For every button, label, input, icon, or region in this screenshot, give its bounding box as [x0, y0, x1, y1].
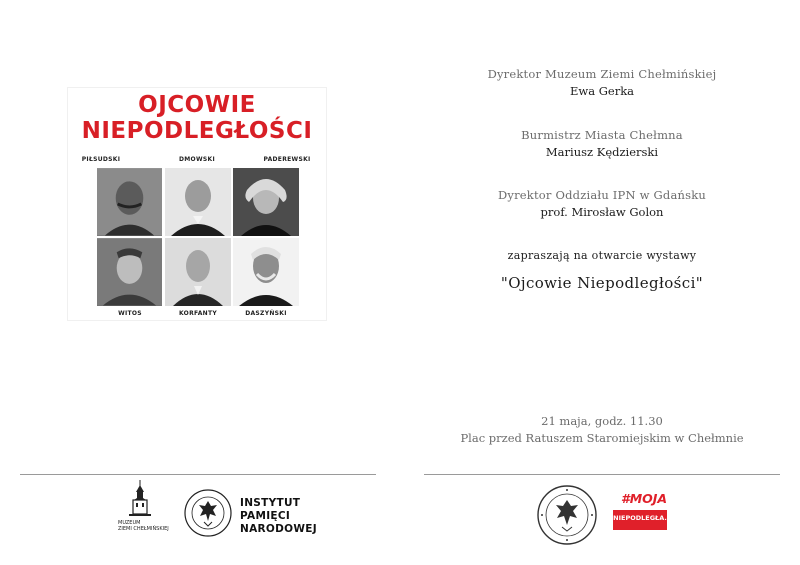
event-place: Plac przed Ratuszem Staromiejskim w Chełmnie: [460, 431, 744, 445]
organizer-name-3: prof. Mirosław Golon: [540, 205, 664, 219]
ipn-emblem: [183, 488, 233, 538]
poster-title-line2: NIEPODLEGŁOŚCI: [81, 118, 313, 144]
centenary-seal-icon: [536, 484, 598, 546]
organizer-role-1: Dyrektor Muzeum Ziemi Chełmińskiej: [487, 67, 717, 81]
ipn-name-line2: PAMIĘCI: [240, 510, 291, 523]
portrait-name: DASZYŃSKI: [245, 310, 287, 317]
portrait-photo: [97, 238, 162, 306]
museum-name-line2: ZIEMI CHEŁMIŃSKIEJ: [118, 526, 169, 532]
portrait-photo: [233, 168, 299, 236]
portrait-name: WITOS: [118, 310, 142, 317]
portrait-name: DMOWSKI: [179, 156, 215, 163]
organizer-role-3: Dyrektor Oddziału IPN w Gdańsku: [497, 188, 706, 202]
ipn-name: [240, 497, 360, 536]
organizer-role-2: Burmistrz Miasta Chełmna: [521, 128, 683, 142]
ipn-name-line1: INSTYTUT: [240, 497, 301, 509]
organizer-name-1: Ewa Gerka: [569, 84, 635, 98]
portrait-photo: [165, 238, 231, 306]
eagle-seal-icon: [183, 488, 233, 538]
exhibition-poster: [68, 88, 326, 320]
town-hall-icon: [128, 480, 152, 520]
divider-left: [20, 474, 376, 475]
poster-title-line1: OJCOWIE: [138, 92, 256, 118]
portrait-photo: [97, 168, 162, 236]
moja-niepodlegla-logo: [613, 487, 667, 541]
museum-name-line1: MUZEUM: [118, 520, 141, 526]
ipn-name-line3: NARODOWEJ: [240, 523, 317, 536]
portrait-name: KORFANTY: [178, 310, 217, 317]
independence-centenary-seal: [536, 484, 598, 546]
exhibition-title: "Ojcowie Niepodległości": [500, 274, 704, 292]
portrait-name: PADEREWSKI: [263, 156, 311, 163]
moja-logo-bottom: NIEPODLEGŁA.: [613, 514, 667, 522]
organizer-name-2: Mariusz Kędzierski: [545, 145, 659, 159]
museum-logo: [118, 480, 168, 540]
event-date: 21 maja, godz. 11.30: [541, 414, 663, 428]
portrait-photo: [233, 238, 299, 306]
divider-right: [424, 474, 780, 475]
moja-logo-top: #MOJA: [621, 491, 668, 506]
portrait-photo: [165, 168, 231, 236]
portrait-name: PIŁSUDSKI: [81, 156, 121, 163]
invitation-line: zapraszają na otwarcie wystawy: [507, 249, 697, 262]
